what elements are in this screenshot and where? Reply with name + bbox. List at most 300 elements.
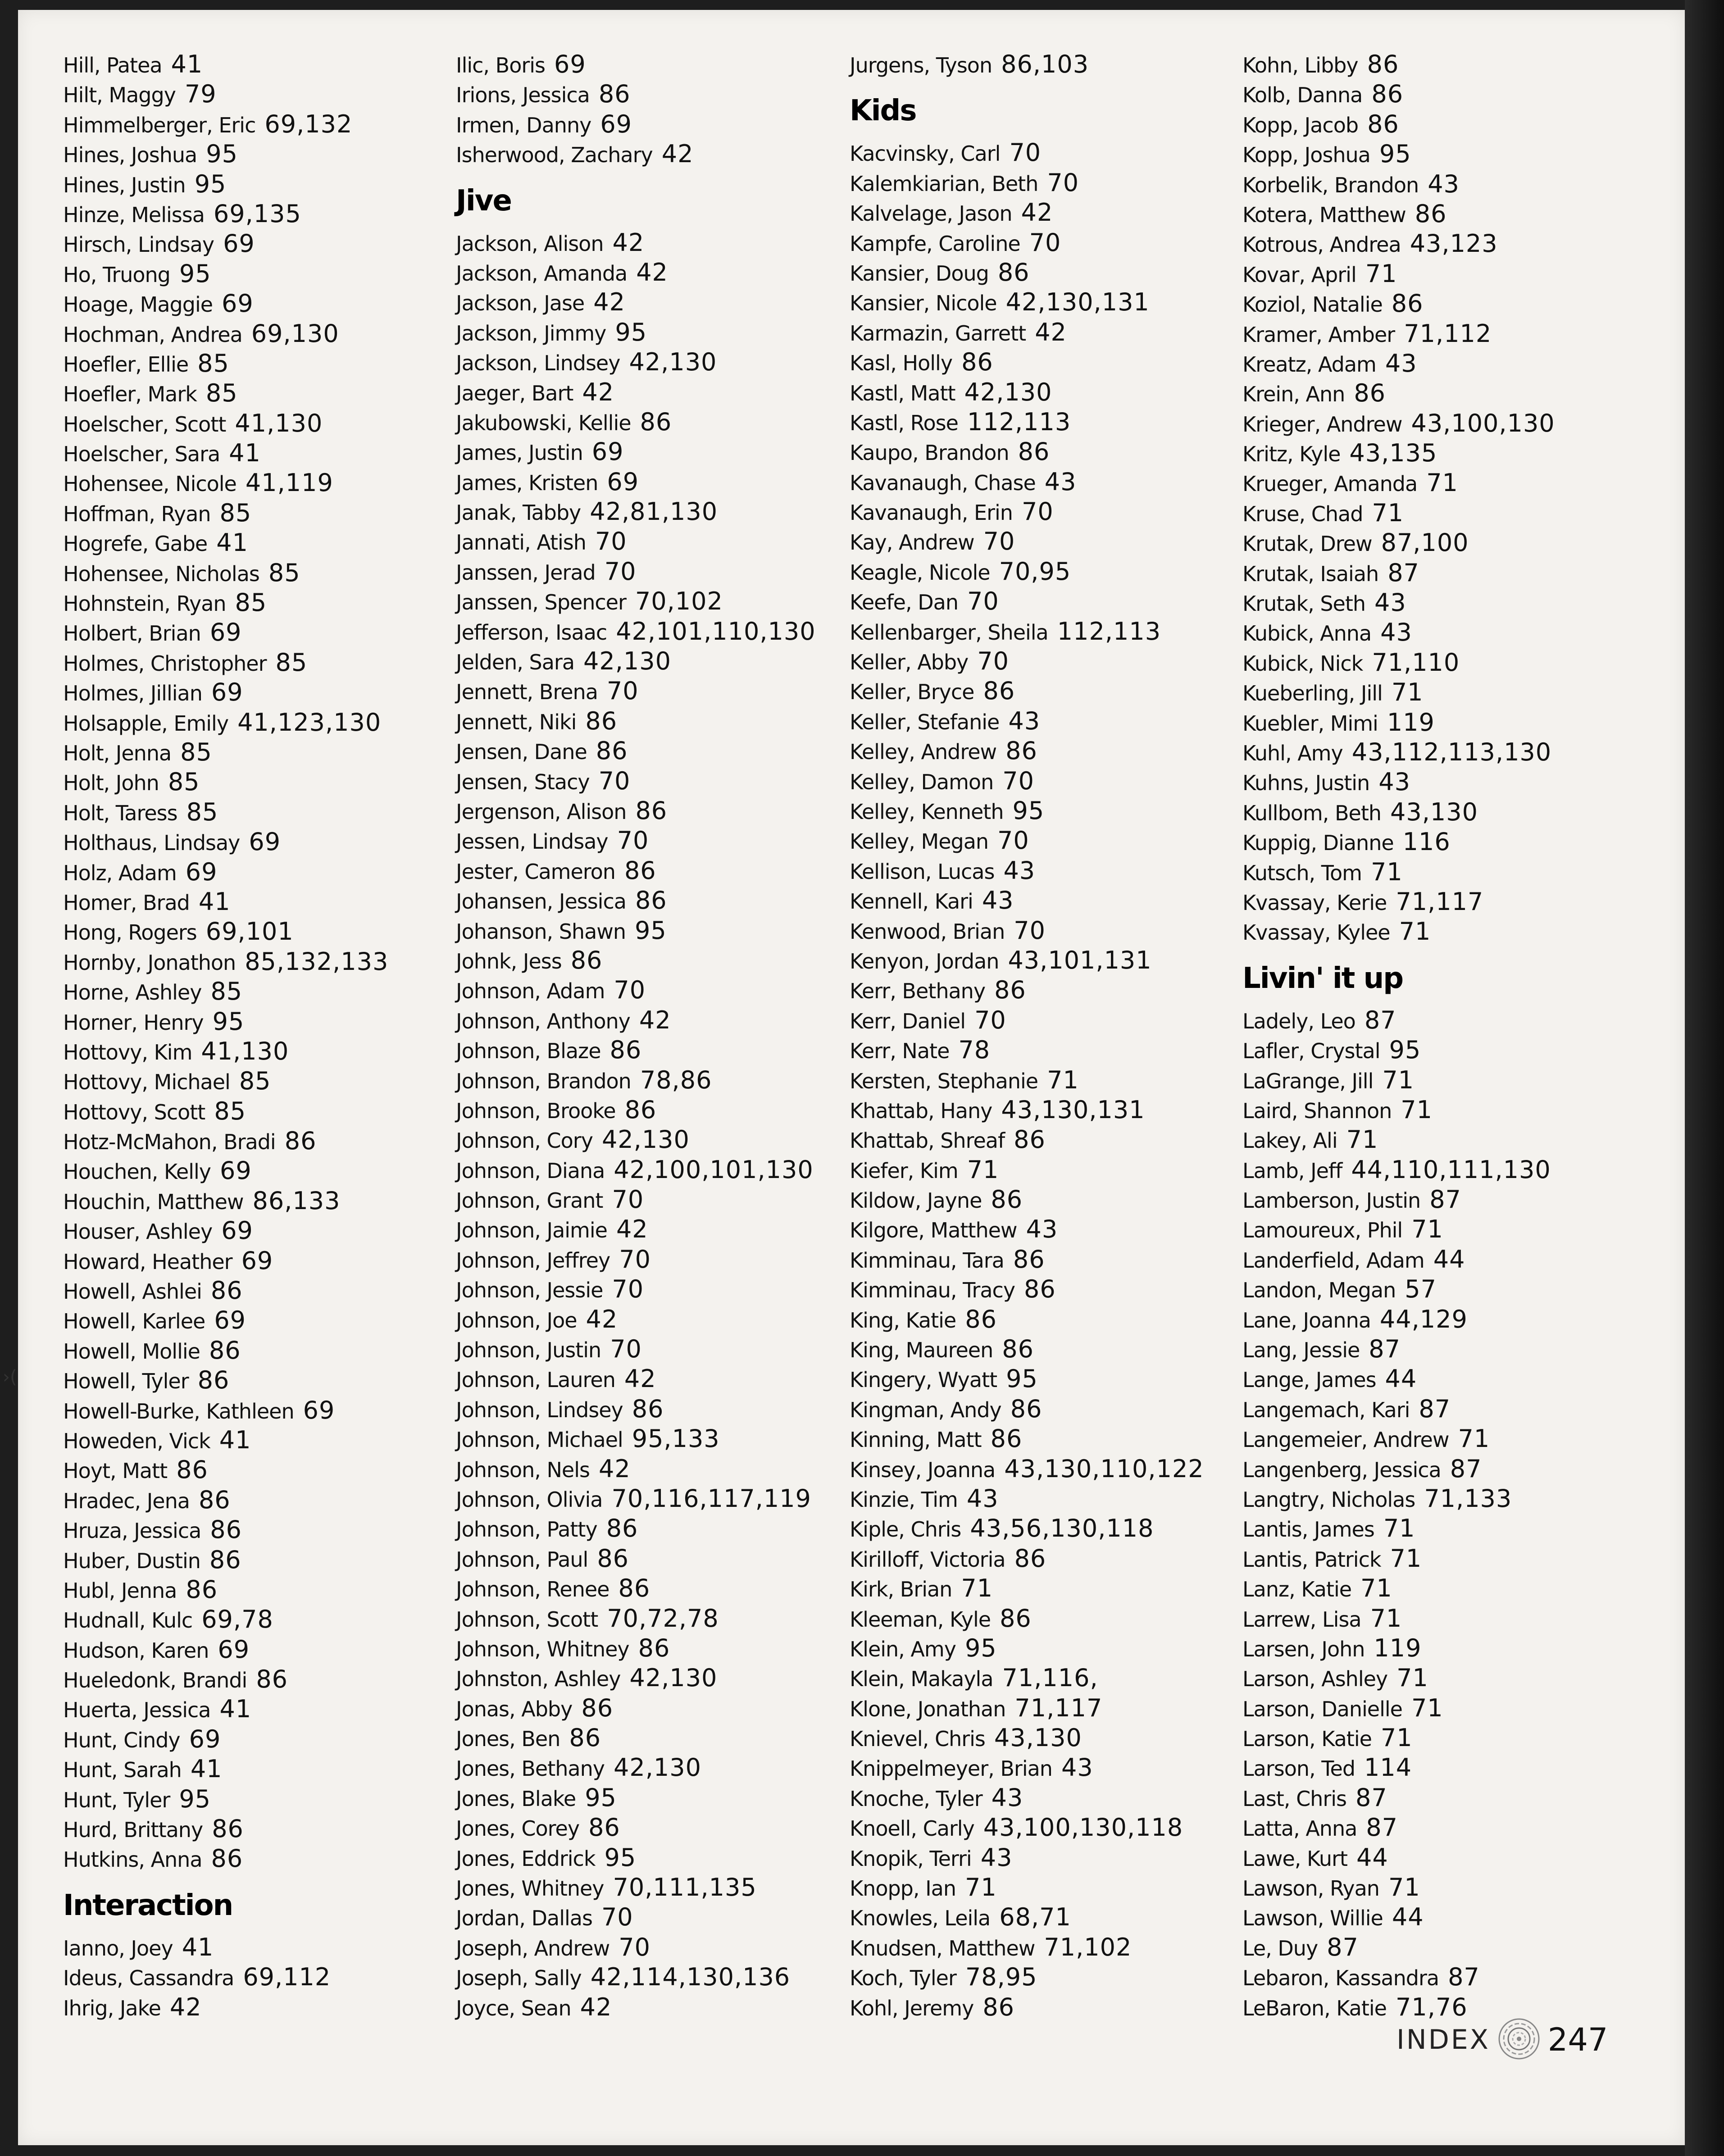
entry-name: Klone, Jonathan: [850, 1697, 1006, 1721]
entry-name: Kopp, Joshua: [1242, 143, 1370, 168]
entry-name: Lamoureux, Phil: [1242, 1218, 1403, 1243]
entry-pages: 71: [1390, 1544, 1422, 1573]
entry-pages: 43: [1044, 467, 1077, 496]
entry-pages: 42,100,101,130: [614, 1155, 814, 1184]
index-entry: [850, 1484, 1237, 1514]
entry-pages: 69: [185, 857, 218, 886]
entry-name: Houchin, Matthew: [63, 1189, 244, 1214]
entry-pages: 112,113: [1057, 617, 1161, 646]
entry-pages: 70: [612, 1275, 644, 1304]
entry-pages: 86: [638, 1633, 670, 1662]
index-entry: [456, 886, 843, 915]
entry-name: Ideus, Cassandra: [63, 1966, 234, 1991]
entry-name: Kirilloff, Victoria: [850, 1547, 1005, 1572]
entry-pages: 78: [958, 1036, 991, 1064]
entry-name: Kastl, Matt: [850, 381, 955, 405]
entry-name: Jackson, Alison: [456, 231, 604, 256]
entry-pages: 42: [169, 1992, 202, 2021]
entry-name: Kiple, Chris: [850, 1517, 961, 1542]
entry-name: Lafler, Crystal: [1242, 1039, 1380, 1064]
entry-pages: 86: [1005, 737, 1037, 765]
entry-name: Johnson, Renee: [456, 1577, 610, 1602]
entry-pages: 86: [610, 1036, 642, 1064]
index-entry: [63, 797, 450, 827]
entry-pages: 78,86: [640, 1065, 712, 1094]
entry-pages: 42: [612, 228, 645, 257]
index-entry: [1242, 857, 1630, 887]
entry-pages: 69: [222, 289, 254, 318]
entry-pages: 43: [1385, 349, 1417, 378]
index-entry: [1242, 1663, 1630, 1693]
index-entry: [1242, 1364, 1630, 1394]
entry-name: Johnson, Whitney: [456, 1637, 629, 1661]
entry-name: Johnk, Jess: [456, 949, 562, 973]
index-entry: [63, 1575, 450, 1605]
index-entry: [63, 1276, 450, 1305]
index-entry: [63, 1216, 450, 1246]
index-entry: [456, 50, 843, 79]
index-entry: [456, 1245, 843, 1274]
entry-name: Hottovy, Kim: [63, 1040, 192, 1064]
entry-pages: 71: [961, 1574, 993, 1603]
entry-pages: 95: [1006, 1365, 1038, 1393]
entry-pages: 42: [639, 1005, 671, 1034]
index-entry: [850, 1693, 1237, 1723]
index-entry: [63, 1665, 450, 1694]
entry-pages: 70: [604, 557, 637, 586]
entry-name: Jones, Blake: [456, 1786, 576, 1811]
index-entry: [850, 706, 1237, 736]
entry-name: Kenyon, Jordan: [850, 949, 999, 973]
entry-name: Horner, Henry: [63, 1010, 204, 1035]
index-entry: [850, 1544, 1237, 1574]
index-entry: [850, 736, 1237, 766]
index-entry: [850, 617, 1237, 646]
entry-pages: 79: [184, 80, 217, 109]
page-footer: [1396, 2013, 1608, 2067]
index-entry: [850, 1125, 1237, 1155]
index-entry: [850, 1334, 1237, 1364]
entry-pages: 71: [1382, 1065, 1415, 1094]
index-entry: [456, 1005, 843, 1035]
index-column-2: [456, 50, 843, 2022]
entry-name: Jones, Ben: [456, 1727, 560, 1751]
index-entry: [1242, 199, 1630, 229]
entry-name: Larson, Ashley: [1242, 1667, 1388, 1692]
entry-pages: 71,112: [1404, 319, 1492, 348]
entry-pages: 71: [965, 1873, 997, 1902]
index-entry: [63, 109, 450, 139]
index-entry: [63, 1605, 450, 1634]
index-entry: [63, 229, 450, 259]
entry-pages: 86: [1013, 1245, 1045, 1274]
entry-pages: 86: [990, 1424, 1023, 1453]
entry-pages: 70: [606, 677, 639, 705]
index-entry: [63, 498, 450, 528]
entry-pages: 43: [966, 1484, 999, 1513]
index-entry: [456, 1454, 843, 1484]
index-entry: [850, 1514, 1237, 1543]
index-entry: [850, 916, 1237, 946]
entry-pages: 86: [209, 1545, 241, 1574]
index-entry: [850, 527, 1237, 556]
entry-pages: 43: [982, 886, 1014, 915]
entry-pages: 41: [229, 439, 261, 468]
entry-name: Hilt, Maggy: [63, 83, 176, 108]
index-entry: [850, 1005, 1237, 1035]
index-entry: [850, 1095, 1237, 1125]
index-entry: [1242, 678, 1630, 707]
entry-name: Kovar, April: [1242, 262, 1356, 287]
index-entry: [456, 1813, 843, 1842]
entry-pages: 42: [586, 1305, 618, 1333]
index-entry: [456, 1364, 843, 1394]
section-heading: Livin' it up: [1242, 961, 1403, 995]
index-entry: [63, 1305, 450, 1335]
index-entry: [850, 557, 1237, 587]
entry-pages: 70: [1029, 228, 1061, 257]
entry-name: Kenwood, Brian: [850, 919, 1005, 944]
entry-pages: 70: [974, 1005, 1006, 1034]
entry-name: Hunt, Cindy: [63, 1728, 180, 1752]
entry-name: Jefferson, Isaac: [456, 620, 607, 645]
entry-pages: 86: [211, 1844, 243, 1873]
entry-pages: 41,130: [235, 409, 323, 437]
entry-name: Lantis, Patrick: [1242, 1547, 1381, 1572]
entry-pages: 86: [596, 737, 628, 765]
entry-name: Janak, Tabby: [456, 500, 581, 525]
entry-pages: 95: [964, 1633, 997, 1662]
index-entry: [63, 468, 450, 498]
entry-pages: 87: [1448, 1963, 1480, 1992]
entry-pages: 86: [635, 796, 668, 825]
entry-pages: 71: [1047, 1065, 1079, 1094]
entry-pages: 119: [1387, 708, 1435, 737]
entry-pages: 70,95: [999, 557, 1071, 586]
index-entry: [1242, 1843, 1630, 1873]
entry-name: Kuhl, Amy: [1242, 741, 1343, 765]
index-entry: [63, 887, 450, 917]
index-entry: [63, 827, 450, 857]
index-entry: [850, 168, 1237, 198]
entry-name: Lebaron, Kassandra: [1242, 1966, 1439, 1991]
entry-pages: 43: [1428, 169, 1460, 198]
entry-pages: 70: [601, 1903, 633, 1932]
section-heading: Interaction: [63, 1888, 233, 1922]
entry-pages: 85: [210, 977, 243, 1006]
index-entry: [1242, 79, 1630, 109]
entry-name: Hruza, Jessica: [63, 1519, 201, 1543]
entry-pages: 95: [604, 1843, 637, 1872]
index-entry: [456, 1065, 843, 1095]
index-entry: [63, 349, 450, 378]
index-entry: [850, 856, 1237, 886]
entry-pages: 86: [624, 1095, 657, 1124]
entry-pages: 43,101,131: [1008, 946, 1152, 974]
entry-name: Johanson, Shawn: [456, 919, 626, 944]
entry-name: King, Katie: [850, 1308, 956, 1333]
index-entry: [1242, 1753, 1630, 1783]
entry-pages: 86: [994, 976, 1026, 1005]
entry-name: Holt, John: [63, 771, 159, 796]
entry-name: Hoelscher, Scott: [63, 412, 226, 437]
entry-pages: 68,71: [999, 1903, 1071, 1932]
entry-name: Hirsch, Lindsay: [63, 232, 214, 257]
entry-pages: 69: [221, 1216, 253, 1245]
entry-pages: 69: [209, 618, 242, 647]
entry-pages: 71,117: [1014, 1693, 1103, 1722]
index-entry: [456, 228, 843, 258]
entry-name: Kavanaugh, Erin: [850, 500, 1013, 525]
entry-pages: 71,133: [1424, 1484, 1512, 1513]
entry-pages: 70: [612, 1185, 644, 1214]
index-entry: [456, 975, 843, 1005]
entry-pages: 70: [610, 1335, 642, 1364]
entry-pages: 69: [241, 1246, 273, 1275]
entry-pages: 43: [1378, 768, 1410, 796]
index-entry: [63, 917, 450, 946]
entry-pages: 86: [210, 1515, 242, 1544]
index-entry: [63, 409, 450, 438]
entry-pages: 43,130: [1390, 797, 1478, 826]
entry-pages: 71: [1401, 1095, 1433, 1124]
entry-pages: 71: [1391, 678, 1424, 707]
index-entry: [456, 1334, 843, 1364]
entry-pages: 70,111,135: [613, 1873, 757, 1902]
index-entry: [1242, 259, 1630, 289]
index-entry: [850, 228, 1237, 258]
index-entry: [456, 287, 843, 317]
entry-pages: 71: [1411, 1693, 1443, 1722]
index-column-4: [1242, 50, 1630, 2022]
entry-pages: 86: [624, 856, 656, 885]
entry-pages: 70: [977, 647, 1009, 676]
index-entry: [63, 139, 450, 169]
entry-pages: 86: [176, 1456, 208, 1484]
page-number: 247: [1547, 2021, 1608, 2058]
index-entry: [850, 1753, 1237, 1783]
entry-name: Kilgore, Matthew: [850, 1218, 1017, 1243]
index-entry: [63, 169, 450, 199]
entry-name: LeBaron, Katie: [1242, 1996, 1387, 2020]
entry-name: Jurgens, Tyson: [850, 53, 992, 77]
index-entry: [63, 289, 450, 318]
index-entry: [850, 407, 1237, 437]
entry-pages: 86: [1371, 80, 1404, 109]
index-entry: [1242, 498, 1630, 528]
entry-name: Howell, Tyler: [63, 1369, 189, 1394]
entry-name: Johnson, Diana: [456, 1158, 605, 1183]
entry-name: Janssen, Jerad: [456, 560, 596, 585]
index-entry: [456, 79, 843, 109]
entry-pages: 71: [1399, 917, 1431, 946]
entry-pages: 43: [1061, 1753, 1093, 1782]
index-entry: [1242, 1394, 1630, 1424]
index-entry: [63, 79, 450, 109]
index-entry: [1242, 378, 1630, 408]
index-entry: [63, 1096, 450, 1126]
index-entry: [1242, 1155, 1630, 1185]
entry-name: Kellison, Lucas: [850, 859, 995, 884]
entry-pages: 87: [1327, 1933, 1359, 1961]
index-entry: [1242, 1125, 1630, 1155]
entry-name: Howell, Ashlei: [63, 1279, 202, 1304]
entry-pages: 43: [1380, 618, 1412, 647]
index-entry: [850, 347, 1237, 377]
page-edge-shadow: [1685, 0, 1724, 2156]
entry-name: Lawson, Willie: [1242, 1906, 1383, 1931]
entry-name: Homer, Brad: [63, 890, 190, 915]
entry-name: Johnson, Joe: [456, 1308, 577, 1333]
entry-pages: 43,56,130,118: [970, 1514, 1154, 1543]
index-entry: [456, 437, 843, 467]
entry-name: LaGrange, Jill: [1242, 1069, 1374, 1093]
index-entry: [1242, 1214, 1630, 1244]
entry-name: Jonas, Abby: [456, 1697, 573, 1721]
index-entry: [850, 1035, 1237, 1065]
index-entry: [1242, 558, 1630, 588]
entry-name: Ho, Truong: [63, 262, 170, 287]
entry-name: Kuppig, Dianne: [1242, 831, 1394, 855]
index-entry: [63, 1007, 450, 1037]
entry-pages: 71: [1396, 1664, 1428, 1692]
entry-pages: 95: [585, 1783, 617, 1812]
entry-name: Jannati, Atish: [456, 530, 586, 555]
entry-pages: 42: [580, 1992, 612, 2021]
entry-name: Keller, Abby: [850, 650, 969, 675]
entry-pages: 71,110: [1372, 648, 1460, 677]
entry-name: Kingery, Wyatt: [850, 1368, 997, 1392]
entry-pages: 87: [1364, 1005, 1396, 1034]
entry-pages: 71,102: [1044, 1933, 1132, 1961]
entry-name: Krieger, Andrew: [1242, 412, 1402, 437]
entry-name: Johnson, Justin: [456, 1338, 601, 1363]
entry-pages: 86: [983, 1992, 1015, 2021]
index-entry: [456, 1843, 843, 1873]
entry-name: Johnson, Nels: [456, 1457, 590, 1482]
entry-name: Janssen, Spencer: [456, 590, 626, 615]
index-entry: [456, 139, 843, 169]
index-entry: [456, 676, 843, 706]
index-entry: [63, 947, 450, 977]
index-entry: [456, 946, 843, 975]
entry-name: Kerr, Bethany: [850, 979, 986, 1004]
entry-pages: 43,123: [1410, 229, 1498, 258]
entry-pages: 86: [186, 1575, 218, 1604]
entry-pages: 86: [640, 407, 672, 436]
entry-pages: 41: [198, 887, 231, 916]
entry-pages: 44: [1385, 1365, 1417, 1393]
entry-pages: 71: [1426, 468, 1458, 497]
index-entry: [1242, 1095, 1630, 1125]
index-entry: [1242, 767, 1630, 797]
entry-pages: 70: [1002, 766, 1034, 795]
index-entry: [63, 1156, 450, 1186]
entry-name: Hogrefe, Gabe: [63, 532, 208, 556]
entry-name: Johnson, Jaimie: [456, 1218, 607, 1243]
index-entry: [456, 1035, 843, 1065]
entry-pages: 86: [210, 1276, 243, 1305]
entry-name: Kleeman, Kyle: [850, 1607, 991, 1632]
entry-name: James, Justin: [456, 441, 583, 465]
index-entry: [456, 318, 843, 347]
index-entry: [1242, 1005, 1630, 1035]
index-entry: [1242, 438, 1630, 468]
index-entry: [850, 1604, 1237, 1633]
entry-pages: 86: [284, 1127, 317, 1155]
entry-name: Johnson, Jeffrey: [456, 1248, 610, 1273]
index-entry: [850, 1364, 1237, 1394]
entry-name: Kersten, Stephanie: [850, 1069, 1038, 1093]
entry-pages: 86: [997, 258, 1030, 287]
entry-pages: 71: [1372, 498, 1404, 527]
entry-pages: 85: [186, 797, 218, 826]
entry-name: Kansier, Nicole: [850, 291, 997, 316]
entry-pages: 86: [212, 1815, 244, 1843]
entry-pages: 42,130: [583, 647, 671, 676]
entry-pages: 95,133: [632, 1424, 720, 1453]
entry-name: Langtry, Nicholas: [1242, 1487, 1415, 1512]
entry-pages: 43,135: [1349, 439, 1437, 468]
index-entry: [63, 1186, 450, 1216]
entry-name: Karmazin, Garrett: [850, 321, 1026, 346]
entry-name: Jones, Corey: [456, 1816, 580, 1841]
index-entry: [1242, 797, 1630, 827]
index-entry: [850, 676, 1237, 706]
entry-pages: 69: [223, 229, 255, 258]
entry-name: Hoage, Maggie: [63, 292, 213, 317]
index-entry: [850, 1305, 1237, 1334]
entry-pages: 95: [206, 140, 238, 168]
index-entry: [850, 318, 1237, 347]
entry-name: Klein, Makayla: [850, 1667, 993, 1692]
entry-pages: 95: [212, 1007, 245, 1036]
index-entry: [850, 1214, 1237, 1244]
entry-name: Kampfe, Caroline: [850, 231, 1020, 256]
entry-name: Johnson, Lauren: [456, 1368, 615, 1392]
entry-pages: 69,112: [243, 1963, 331, 1992]
entry-pages: 42,130,131: [1005, 288, 1150, 317]
entry-name: Johnson, Brandon: [456, 1069, 631, 1093]
entry-name: Kramer, Amber: [1242, 322, 1395, 347]
entry-pages: 85,132,133: [245, 947, 389, 976]
entry-pages: 42: [661, 140, 694, 168]
entry-pages: 69: [591, 437, 624, 466]
index-entry: [850, 1424, 1237, 1454]
entry-name: Klein, Amy: [850, 1637, 956, 1661]
entry-name: Hoyt, Matt: [63, 1459, 168, 1483]
index-entry: [63, 319, 450, 349]
entry-name: Knoell, Carly: [850, 1816, 974, 1841]
index-entry: [850, 1394, 1237, 1424]
index-entry: [850, 1992, 1237, 2022]
entry-name: Hotz-McMahon, Bradi: [63, 1130, 276, 1155]
entry-pages: 87,100: [1381, 528, 1469, 557]
entry-name: Johnson, Blaze: [456, 1039, 601, 1064]
index-entry: [63, 1246, 450, 1276]
entry-pages: 71: [1370, 1604, 1402, 1633]
entry-name: Hornby, Jonathon: [63, 950, 236, 975]
entry-name: Hoefler, Ellie: [63, 352, 189, 377]
entry-name: Johnston, Ashley: [456, 1667, 621, 1692]
entry-pages: 86: [198, 1485, 231, 1514]
index-entry: [63, 678, 450, 707]
entry-name: Krein, Ann: [1242, 382, 1345, 407]
index-entry: [1242, 109, 1630, 139]
entry-name: Kohn, Libby: [1242, 53, 1358, 77]
margin-mark: ›(: [3, 1367, 17, 1387]
index-entry: [456, 646, 843, 676]
